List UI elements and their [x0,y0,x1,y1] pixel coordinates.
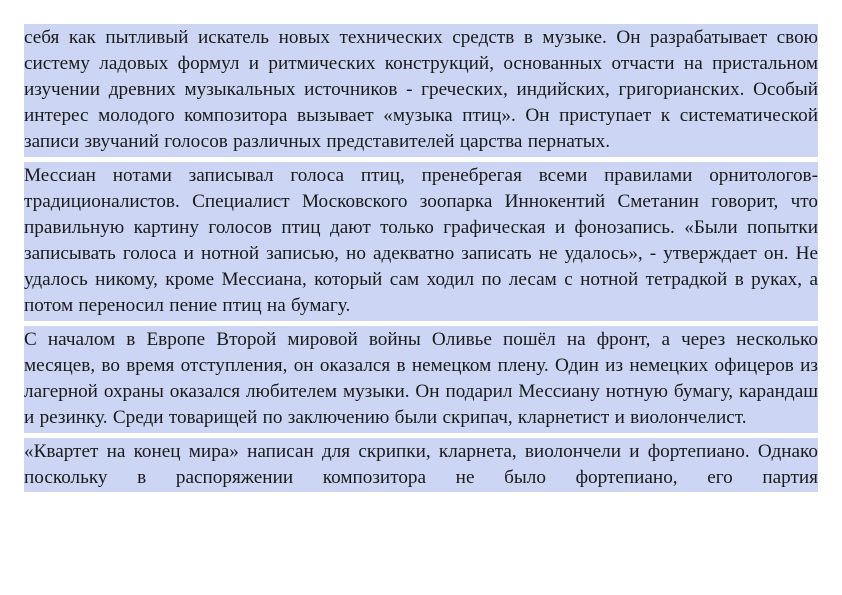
paragraph-1: себя как пытливый искатель новых технических средств в музыке. Он разрабатывает свою систему ладовых формул и ритмических конструкций, основанных отчасти на пристальном изучении древних музыкальных источников - греческих, индийских, григорианских. Особый интерес молодого композитора вызывает «музыка птиц». Он приступает к систематической записи звучаний голосов различных представителей царства пернатых. [24,24,818,157]
paragraph-4: «Квартет на конец мира» написан для скрипки, кларнета, виолончели и фортепиано. Однако поскольку в распоряжении композитора не было фортепиано, его партия [24,438,818,492]
document-page [24,24,818,492]
paragraph-3: С началом в Европе Второй мировой войны Оливье пошёл на фронт, а через несколько месяцев, во время отступления, он оказался в немецком плену. Один из немецких офицеров из лагерной охраны оказался любителем музыки. Он подарил Мессиану нотную бумагу, карандаш и резинку. Среди товарищей по заключению были скрипач, кларнетист и виолончелист. [24,326,818,433]
paragraph-2: Мессиан нотами записывал голоса птиц, пренебрегая всеми правилами орнитологов-традиционалистов. Специалист Московского зоопарка Иннокентий Сметанин говорит, что правильную картину голосов птиц дают только графическая и фонозапись. «Были попытки записывать голоса и нотной записью, но адекватно записать не удалось», - утверждает он. Не удалось никому, кроме Мессиана, который сам ходил по лесам с нотной тетрадкой в руках, а потом переносил пение птиц на бумагу. [24,162,818,321]
